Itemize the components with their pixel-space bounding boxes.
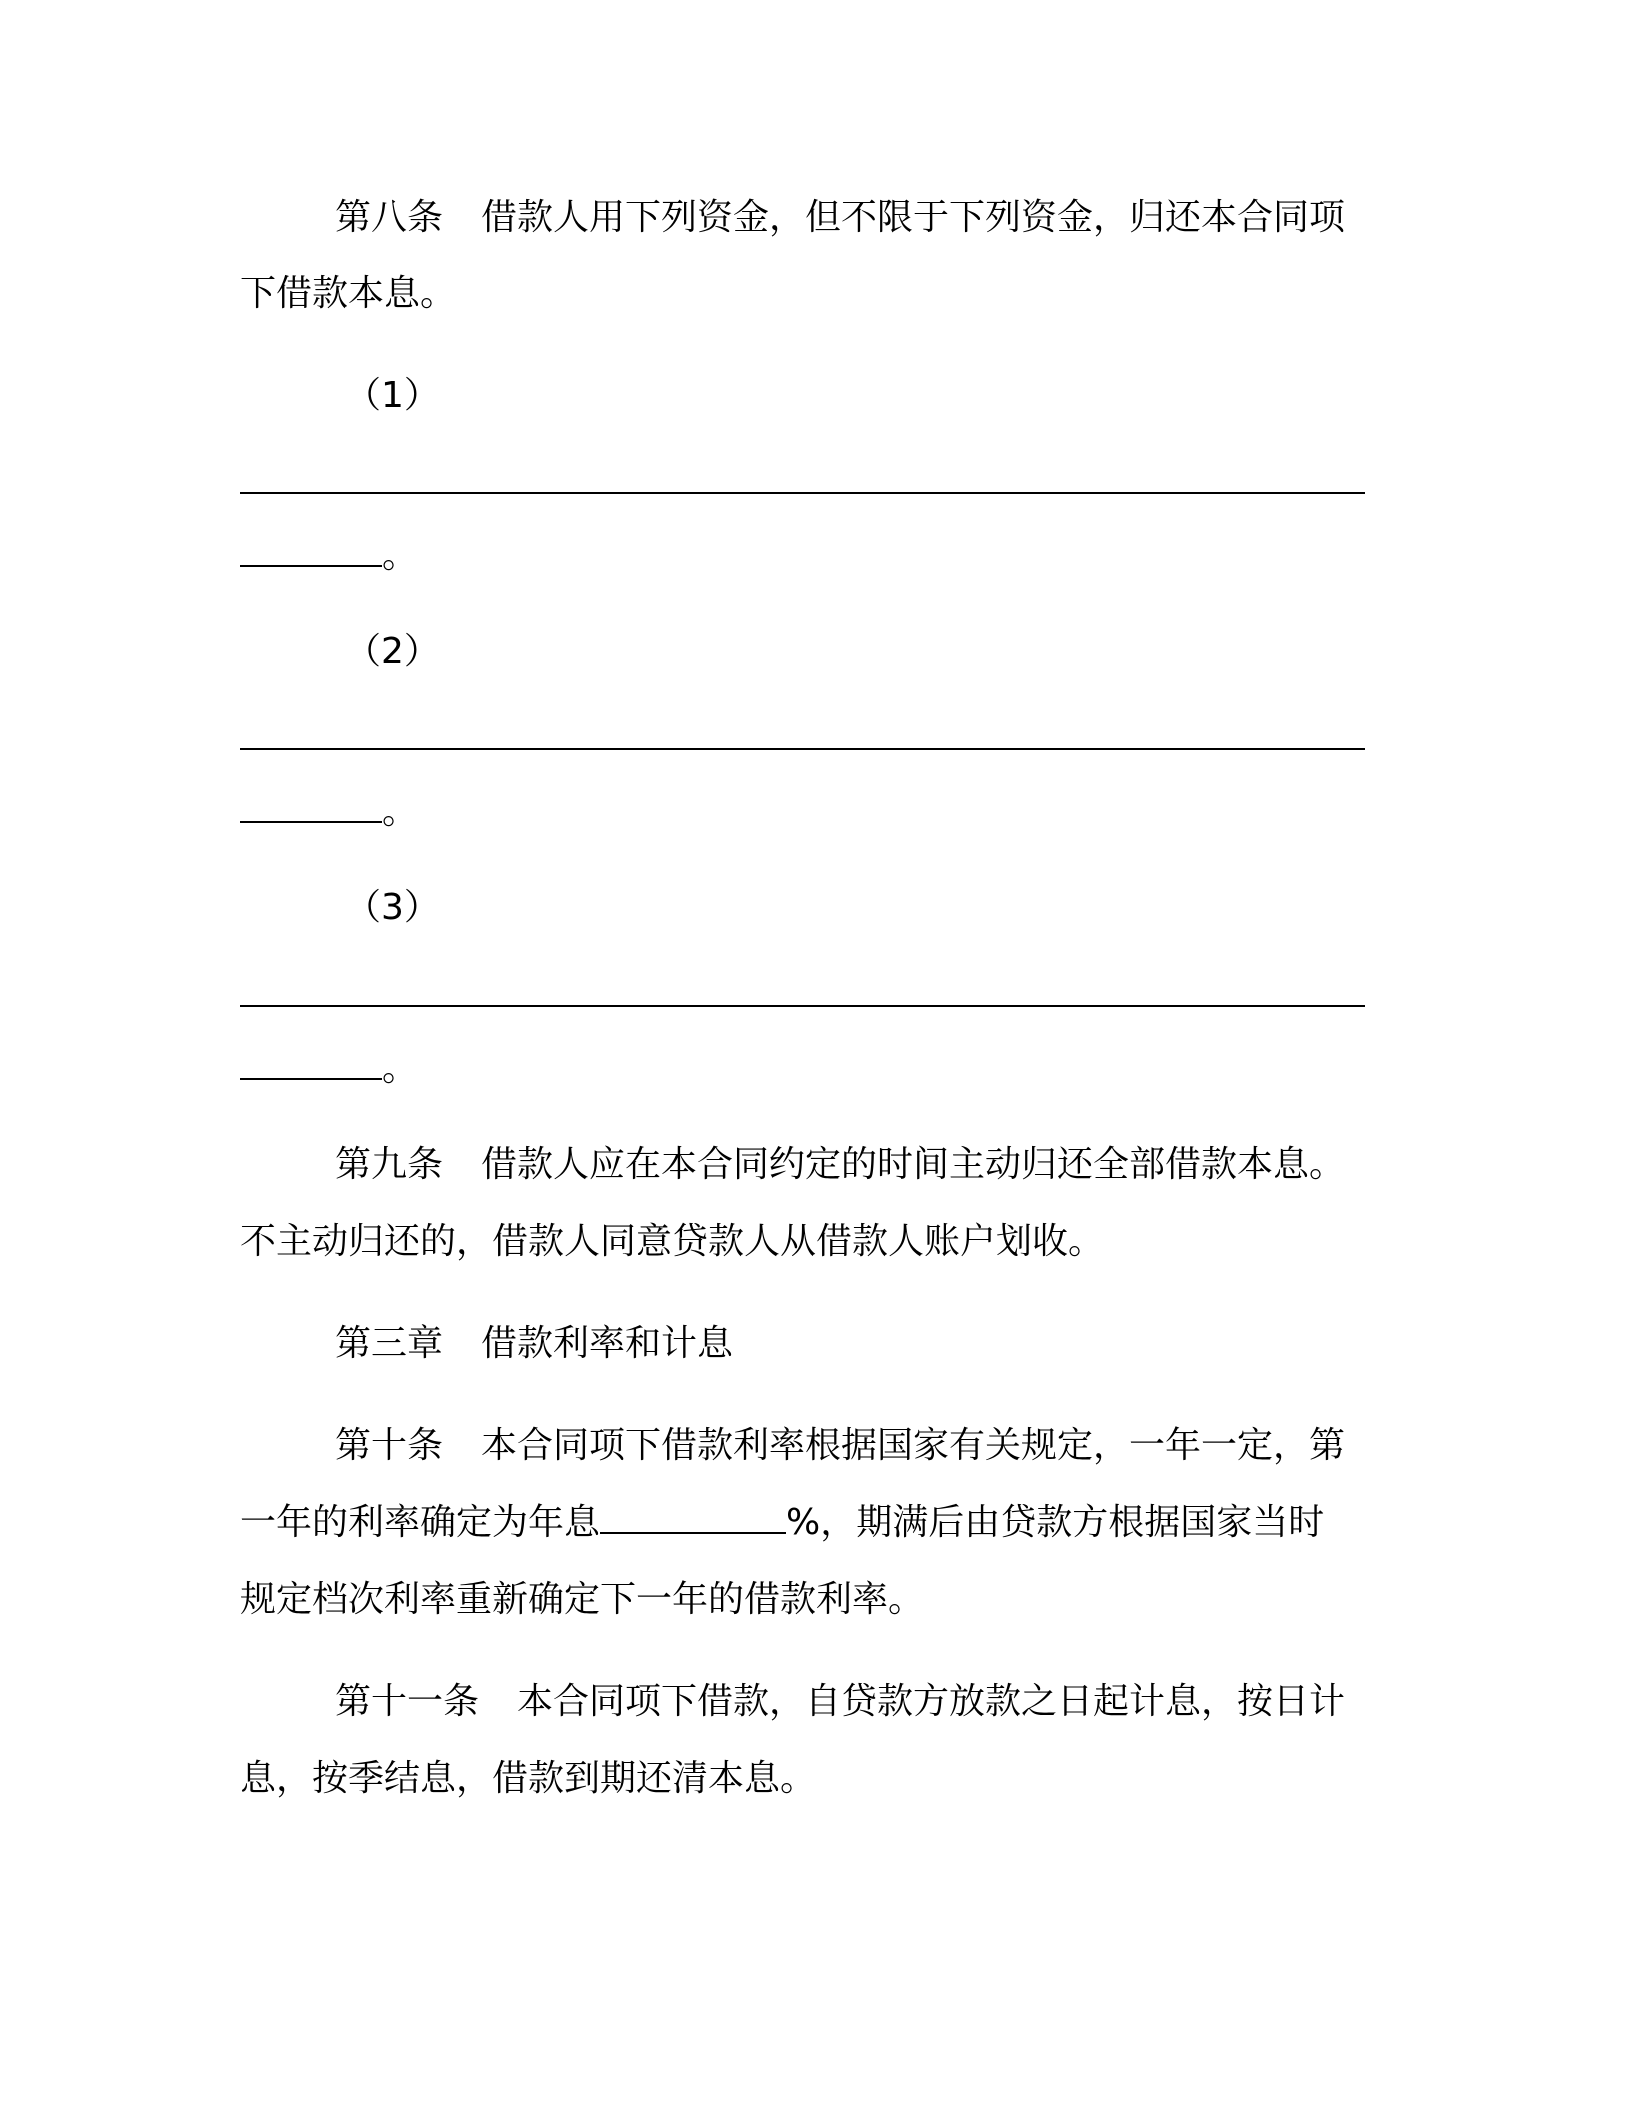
- article-9-line-2: [240, 1218, 1104, 1266]
- item-2-blank-end: [240, 788, 418, 836]
- article-10-label: 第十条: [335, 1425, 444, 1466]
- article-11-text-1: 本合同项下借款，自贷款方放款之日起计息，按日计: [517, 1681, 1346, 1722]
- article-10-line-1: [335, 1422, 1345, 1470]
- article-10-text-2-post: %，期满后由贷款方根据国家当时: [786, 1502, 1325, 1543]
- article-8-text-2: 下借款本息。: [240, 273, 457, 314]
- item-2-blank-line: [240, 748, 1365, 750]
- article-11-text-2: 息，按季结息，借款到期还清本息。: [240, 1758, 817, 1799]
- item-3-blank-end: [240, 1045, 418, 1093]
- item-2-short-blank: [240, 791, 382, 823]
- article-8-label: 第八条: [335, 197, 444, 238]
- item-3-number: （3）: [345, 887, 440, 928]
- item-1-blank-line: [240, 492, 1365, 494]
- item-1-short-blank: [240, 535, 382, 567]
- article-11-line-1: [335, 1678, 1345, 1726]
- item-3-period: 。: [382, 1048, 419, 1089]
- interest-rate-blank: [600, 1502, 786, 1534]
- article-8-line-2: [240, 270, 456, 318]
- item-1-number: （1）: [345, 375, 440, 416]
- article-10-line-2: [240, 1499, 1324, 1547]
- item-3-blank-line: [240, 1005, 1365, 1007]
- chapter-3-title: 借款利率和计息: [481, 1323, 734, 1364]
- article-9-label: 第九条: [335, 1144, 444, 1185]
- article-9-line-1: [335, 1141, 1345, 1189]
- item-2-period: 。: [382, 791, 419, 832]
- item-3-short-blank: [240, 1048, 382, 1080]
- article-10-line-3: [240, 1576, 924, 1624]
- article-10-text-2-pre: 一年的利率确定为年息: [240, 1502, 601, 1543]
- article-9-text-1: 借款人应在本合同约定的时间主动归还全部借款本息。: [481, 1144, 1346, 1185]
- chapter-3-label: 第三章: [335, 1323, 444, 1364]
- article-10-text-3: 规定档次利率重新确定下一年的借款利率。: [240, 1579, 925, 1620]
- item-1-blank-end: [240, 532, 418, 580]
- article-11-line-2: [240, 1755, 816, 1803]
- article-8-line-1: [335, 194, 1345, 242]
- article-8-text-1: 借款人用下列资金，但不限于下列资金，归还本合同项: [481, 197, 1346, 238]
- article-9-text-2: 不主动归还的，借款人同意贷款人从借款人账户划收。: [240, 1221, 1105, 1262]
- article-10-text-1: 本合同项下借款利率根据国家有关规定，一年一定，第: [481, 1425, 1346, 1466]
- item-2-number: （2）: [345, 631, 440, 672]
- chapter-3-heading: [335, 1320, 733, 1368]
- article-11-label: 第十一条: [335, 1681, 480, 1722]
- item-1-period: 。: [382, 535, 419, 576]
